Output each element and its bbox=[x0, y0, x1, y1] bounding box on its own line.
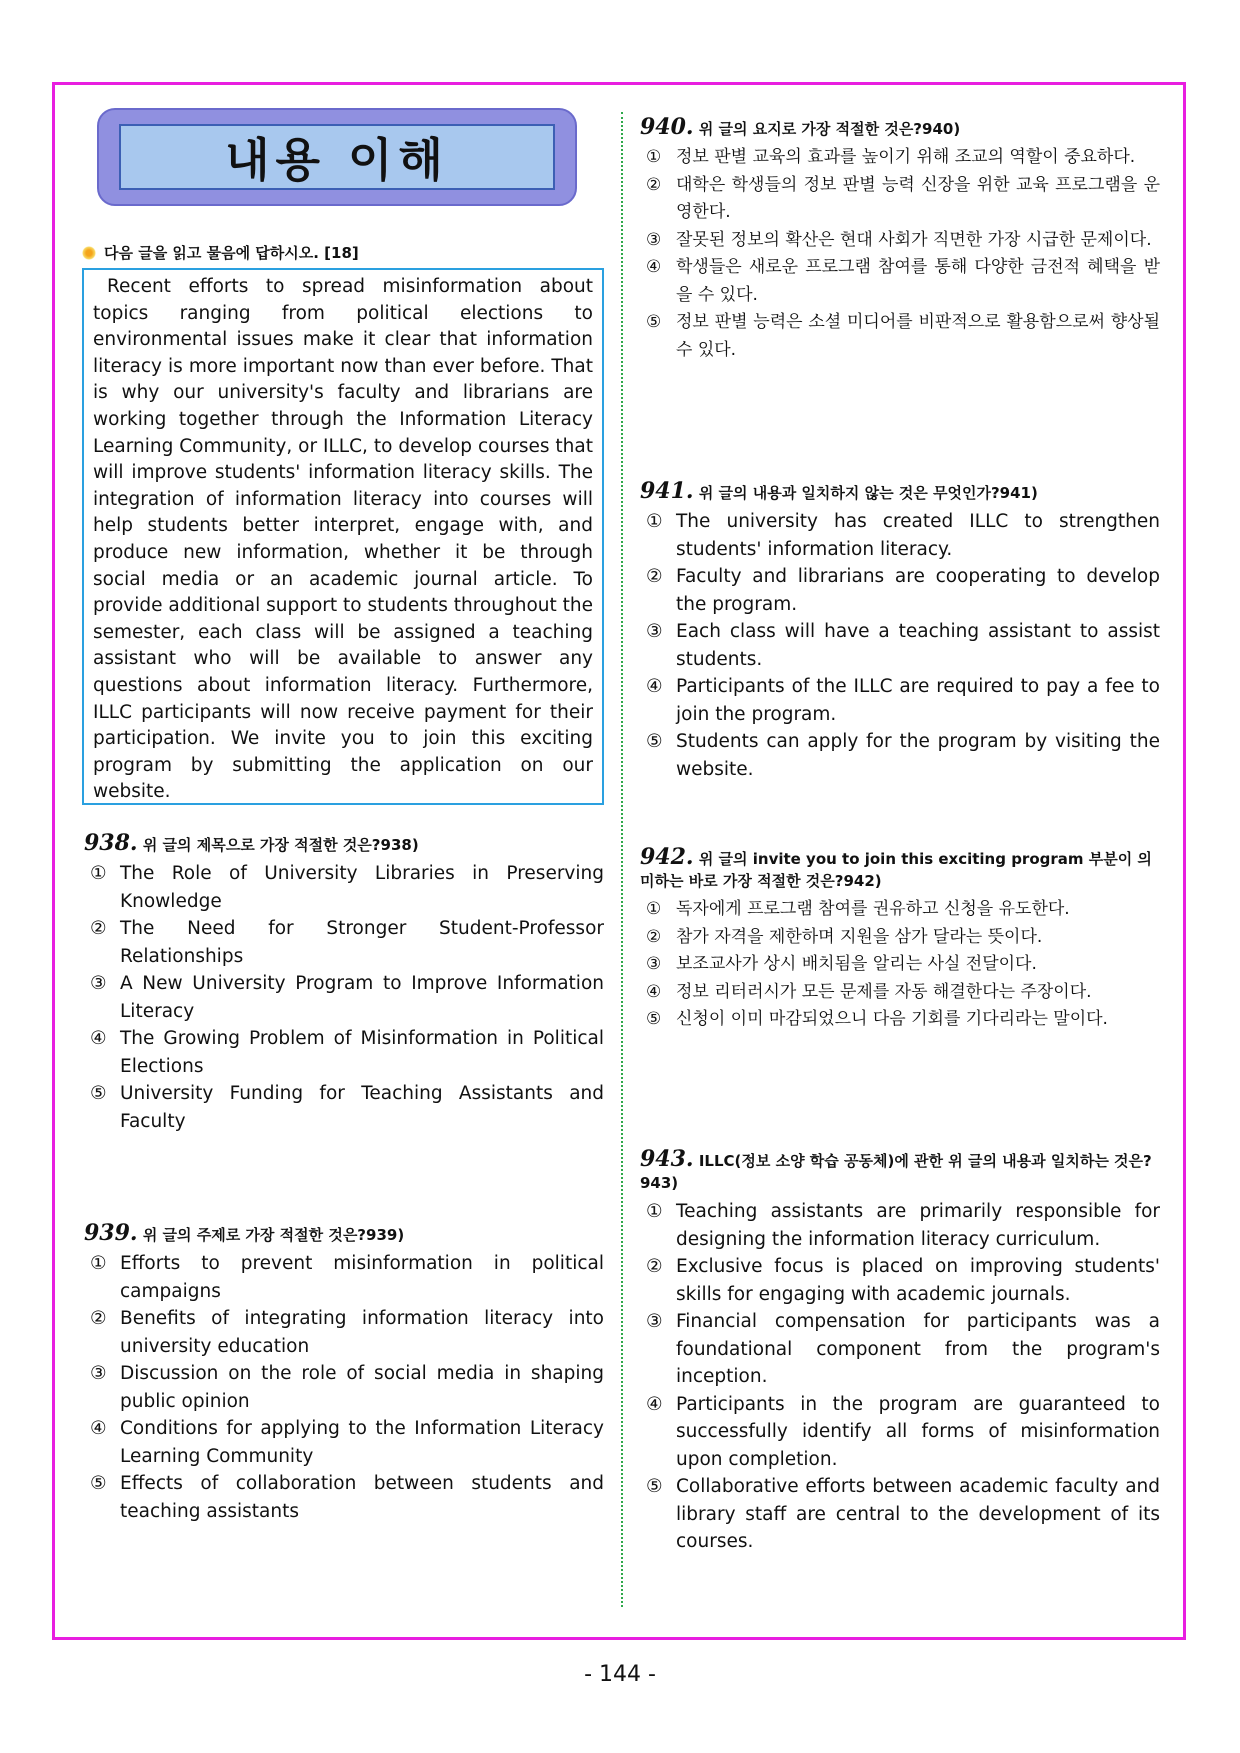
passage-text: Recent efforts to spread misinformation about topics ranging from political elections to environmental issues make it clear that information literacy is more important now than ever before. That is why our university's faculty and librarians are working together through the Information Literacy Learning Community, or ILLC, to develop courses that will improve students' information literacy skills. The integration of information literacy into courses will help students better interpret, engage with, and produce new information, whether it be through social media or an academic journal article. To provide additional support to students throughout the semester, each class will be assigned a teaching assistant who will be available to answer any questions about information literacy. Furthermore, ILLC participants will now receive payment for their participation. We invite you to join this exciting program by submitting the application on our website. bbox=[93, 276, 593, 803]
option-4[interactable]: ④ Participants in the program are guaranteed to successfully identify all forms of misinformation upon completion. bbox=[646, 1393, 1160, 1470]
option-5[interactable]: ⑤ University Funding for Teaching Assistants and Faculty bbox=[90, 1083, 604, 1132]
question-942 bbox=[640, 846, 1160, 1034]
section-title-box bbox=[97, 108, 577, 206]
option-2[interactable]: ② 대학은 학생들의 정보 판별 능력 신장을 위한 교육 프로그램을 운영한다. bbox=[646, 174, 1160, 222]
reading-passage bbox=[82, 268, 604, 805]
option-4[interactable]: ④ Participants of the ILLC are required to pay a fee to join the program. bbox=[646, 676, 1160, 725]
question-number: 943. bbox=[640, 1146, 694, 1172]
option-4[interactable]: ④ Conditions for applying to the Information Literacy Learning Community bbox=[90, 1418, 604, 1467]
option-3[interactable]: ③ Discussion on the role of social media in shaping public opinion bbox=[90, 1363, 604, 1412]
question-prompt: 위 글의 내용과 일치하지 않는 것은 무엇인가?941) bbox=[698, 484, 1038, 502]
instruction bbox=[82, 242, 359, 263]
option-3[interactable]: ③ Financial compensation for participants was a foundational component from the program's inception. bbox=[646, 1311, 1160, 1387]
question-number: 940. bbox=[640, 114, 694, 140]
option-3[interactable]: ③ 보조교사가 상시 배치됨을 알리는 사실 전달이다. bbox=[646, 954, 1037, 974]
question-prompt: 위 글의 요지로 가장 적절한 것은?940) bbox=[698, 120, 961, 138]
option-2[interactable]: ② Benefits of integrating information literacy into university education bbox=[90, 1308, 604, 1357]
page-number: - 144 - bbox=[584, 1662, 656, 1687]
option-5[interactable]: ⑤ 정보 판별 능력은 소셜 미디어를 비판적으로 활용함으로써 향상될 수 있다. bbox=[646, 312, 1160, 360]
option-1[interactable]: ① Teaching assistants are primarily responsible for designing the information literacy curriculum. bbox=[646, 1201, 1160, 1250]
option-4[interactable]: ④ The Growing Problem of Misinformation in Political Elections bbox=[90, 1028, 604, 1077]
question-number: 941. bbox=[640, 478, 694, 504]
instruction-text: 다음 글을 읽고 물음에 답하시오. [18] bbox=[104, 244, 359, 262]
option-2[interactable]: ② Faculty and librarians are cooperating to develop the program. bbox=[646, 566, 1160, 615]
option-4[interactable]: ④ 학생들은 새로운 프로그램 참여를 통해 다양한 금전적 혜택을 받을 수 있다. bbox=[646, 257, 1160, 305]
question-prompt: ILLC(정보 소양 학습 공동체)에 관한 위 글의 내용과 일치하는 것은?943) bbox=[640, 1152, 1152, 1192]
option-4[interactable]: ④ 정보 리터러시가 모든 문제를 자동 해결한다는 주장이다. bbox=[646, 981, 1092, 1002]
option-2[interactable]: ② Exclusive focus is placed on improving students' skills for engaging with academic journals. bbox=[646, 1256, 1160, 1305]
option-3[interactable]: ③ Each class will have a teaching assistant to assist students. bbox=[646, 621, 1160, 670]
option-1[interactable]: ① 독자에게 프로그램 참여를 권유하고 신청을 유도한다. bbox=[646, 899, 1070, 919]
section-title: 내용 이해 bbox=[119, 124, 555, 190]
question-number: 938. bbox=[84, 830, 138, 856]
option-2[interactable]: ② The Need for Stronger Student-Professor Relationships bbox=[90, 918, 604, 967]
option-1[interactable]: ① Efforts to prevent misinformation in political campaigns bbox=[90, 1253, 604, 1302]
question-938 bbox=[84, 832, 604, 1135]
option-2[interactable]: ② 참가 자격을 제한하며 지원을 삼가 달라는 뜻이다. bbox=[646, 926, 1043, 947]
question-number: 942. bbox=[640, 844, 694, 870]
option-3[interactable]: ③ A New University Program to Improve Information Literacy bbox=[90, 973, 604, 1022]
option-3[interactable]: ③ 잘못된 정보의 확산은 현대 사회가 직면한 가장 시급한 문제이다. bbox=[646, 229, 1152, 250]
option-5[interactable]: ⑤ Collaborative efforts between academic faculty and library staff are central to the development of its courses. bbox=[646, 1476, 1160, 1552]
option-1[interactable]: ① The Role of University Libraries in Preserving Knowledge bbox=[90, 863, 604, 912]
option-5[interactable]: ⑤ 신청이 이미 마감되었으니 다음 기회를 기다리라는 말이다. bbox=[646, 1009, 1108, 1029]
question-943 bbox=[640, 1148, 1160, 1556]
question-prompt: 위 글의 invite you to join this exciting program 부분이 의미하는 바로 가장 적절한 것은?942) bbox=[640, 850, 1152, 890]
option-5[interactable]: ⑤ Effects of collaboration between students and teaching assistants bbox=[90, 1473, 604, 1522]
option-1[interactable]: ① 정보 판별 교육의 효과를 높이기 위해 조교의 역할이 중요하다. bbox=[646, 147, 1136, 167]
flower-icon bbox=[82, 246, 96, 260]
question-prompt: 위 글의 주제로 가장 적절한 것은?939) bbox=[142, 1226, 405, 1244]
question-941 bbox=[640, 480, 1160, 783]
option-5[interactable]: ⑤ Students can apply for the program by visiting the website. bbox=[646, 731, 1160, 780]
column-divider bbox=[621, 112, 623, 1607]
question-940 bbox=[640, 116, 1160, 364]
option-1[interactable]: ① The university has created ILLC to strengthen students' information literacy. bbox=[646, 511, 1160, 560]
question-number: 939. bbox=[84, 1220, 138, 1246]
question-939 bbox=[84, 1222, 604, 1525]
question-prompt: 위 글의 제목으로 가장 적절한 것은?938) bbox=[142, 836, 419, 854]
